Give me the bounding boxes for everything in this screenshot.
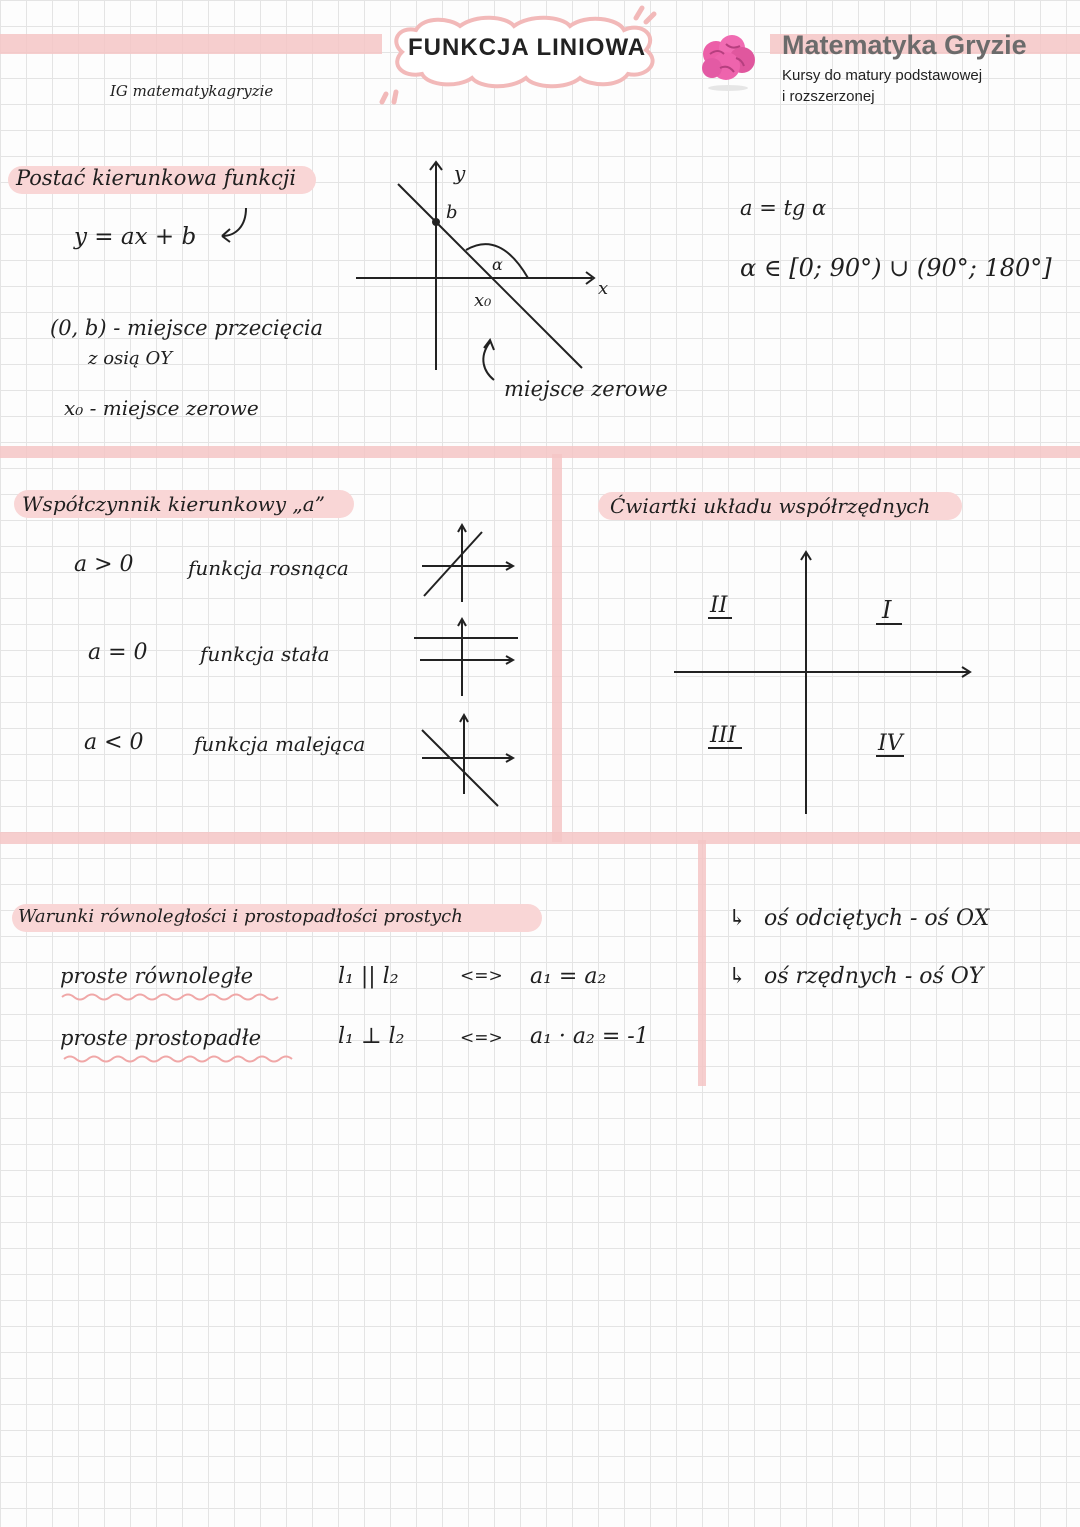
brand-name: Matematyka Gryzie — [782, 30, 1027, 60]
brand-tagline-line2: i rozszerzonej — [782, 88, 875, 105]
constant-function-sketch — [412, 616, 524, 698]
quadrant-3-label: III — [710, 723, 737, 748]
slope-intercept-formula: y = ax + b — [74, 224, 197, 250]
graph-b-label: b — [446, 202, 458, 223]
perpendicular-condition: a₁ · a₂ = -1 — [530, 1024, 649, 1049]
section4-heading: Warunki równoległości i prostopadłości prostych — [18, 906, 463, 927]
coef-row-3-condition: a < 0 — [84, 730, 144, 755]
brand-tagline-line1: Kursy do matury podstawowej — [782, 67, 983, 84]
divider-2 — [0, 832, 1080, 844]
section1-heading: Postać kierunkowa funkcji — [16, 166, 297, 190]
parallel-label: proste równoległe — [60, 964, 254, 988]
parallel-relation: l₁ || l₂ — [338, 964, 399, 989]
divider-vertical-1 — [552, 454, 562, 842]
page-title: FUNKCJA LINIOWA — [408, 34, 647, 61]
alpha-range: α ∈ [0; 90°) ∪ (90°; 180°] — [740, 254, 1052, 282]
formula-pointer-arrow-icon — [216, 206, 256, 246]
perpendicular-label: proste prostopadłe — [60, 1026, 262, 1050]
decreasing-function-sketch — [414, 712, 524, 810]
graph-x0-label: x₀ — [474, 290, 492, 311]
perpendicular-relation: l₁ ⊥ l₂ — [338, 1024, 405, 1049]
coef-row-3-label: funkcja malejąca — [194, 732, 366, 756]
intercept-line2: z osią OY — [88, 348, 173, 369]
axis-note-1: oś odciętych - oś OX — [764, 906, 990, 931]
linear-function-graph — [350, 150, 680, 420]
graph-alpha-label: α — [492, 255, 503, 274]
quadrants-diagram — [670, 546, 980, 818]
graph-x-label: x — [598, 278, 609, 299]
divider-1 — [0, 446, 1080, 458]
brain-logo-icon — [696, 30, 760, 92]
quadrant-2-label: II — [710, 593, 728, 618]
slope-tangent-formula: a = tg α — [740, 196, 827, 220]
axis-note-2-arrow: ↳ — [728, 964, 747, 989]
coef-row-2-condition: a = 0 — [88, 640, 148, 665]
parallel-iff: <=> — [460, 966, 503, 986]
quadrant-1-label: I — [882, 596, 892, 624]
coef-row-1-condition: a > 0 — [74, 552, 134, 577]
perpendicular-iff: <=> — [460, 1028, 503, 1048]
quadrant-4-label: IV — [878, 731, 903, 756]
divider-vertical-2 — [698, 840, 706, 1086]
header-band-left — [0, 34, 382, 54]
parallel-underline — [60, 992, 292, 1002]
ig-handle: IG matematykagryzie — [110, 82, 274, 100]
perpendicular-underline — [62, 1054, 302, 1064]
coef-row-2-label: funkcja stała — [200, 642, 330, 666]
coef-row-1-label: funkcja rosnąca — [188, 556, 349, 580]
increasing-function-sketch — [414, 522, 524, 604]
graph-zero-place-label: miejsce zerowe — [504, 377, 668, 401]
axis-note-1-arrow: ↳ — [728, 906, 747, 931]
section3-heading: Ćwiartki układu współrzędnych — [610, 494, 931, 518]
intercept-line1: (0, b) - miejsce przecięcia — [50, 316, 324, 340]
zero-place-line: x₀ - miejsce zerowe — [64, 396, 259, 420]
section2-heading: Współczynnik kierunkowy „a” — [22, 492, 325, 516]
axis-note-2: oś rzędnych - oś OY — [764, 964, 984, 989]
parallel-condition: a₁ = a₂ — [530, 964, 607, 989]
graph-y-label: y — [454, 161, 466, 185]
